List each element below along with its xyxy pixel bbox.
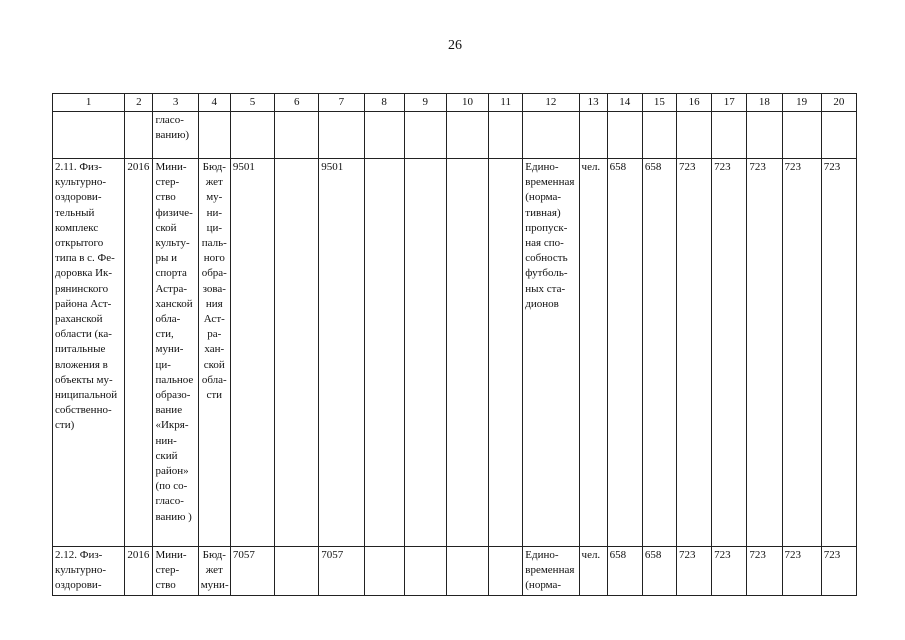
table-cell bbox=[364, 159, 404, 547]
table-cell: Едино- временная (норма- bbox=[523, 547, 579, 596]
table-cell bbox=[53, 112, 125, 159]
table-cell bbox=[489, 112, 523, 159]
table-cell: 658 bbox=[642, 159, 676, 547]
header-cell: 20 bbox=[821, 94, 856, 112]
header-cell: 3 bbox=[153, 94, 198, 112]
table-cell bbox=[676, 112, 711, 159]
table-cell bbox=[489, 159, 523, 547]
table-cell: 723 bbox=[747, 159, 782, 547]
table-cell: 2016 bbox=[125, 159, 153, 547]
table-cell: гласо- ванию) bbox=[153, 112, 198, 159]
header-cell: 7 bbox=[319, 94, 364, 112]
table-cell bbox=[198, 112, 230, 159]
table-cell: 9501 bbox=[230, 159, 274, 547]
table-cell: 723 bbox=[676, 547, 711, 596]
table-cell bbox=[319, 112, 364, 159]
table-cell: чел. bbox=[579, 159, 607, 547]
table-cell bbox=[821, 112, 856, 159]
table-cell: Бюд- жет му- ни- ци- паль- ного обра- зова- ния Аст- ра- хан- ской обла- сти bbox=[198, 159, 230, 547]
header-cell: 6 bbox=[275, 94, 319, 112]
table-cell: Мини- стер- ство физиче- ской культу- ры и спорта Астра- ханской обла- сти, муни- ци- пальное образо- вание «Икря- нин- ский район» (по со- гласо- ванию ) bbox=[153, 159, 198, 547]
table-cell: Мини- стер- ство bbox=[153, 547, 198, 596]
header-cell: 18 bbox=[747, 94, 782, 112]
table-cell bbox=[446, 159, 488, 547]
table-cell bbox=[523, 112, 579, 159]
header-cell: 12 bbox=[523, 94, 579, 112]
table-cell: 2016 bbox=[125, 547, 153, 596]
table-cell bbox=[747, 112, 782, 159]
table-cell bbox=[642, 112, 676, 159]
table-cell bbox=[275, 547, 319, 596]
header-cell: 10 bbox=[446, 94, 488, 112]
table-cell: 723 bbox=[821, 159, 856, 547]
table-cell: 723 bbox=[676, 159, 711, 547]
table-cell bbox=[404, 159, 446, 547]
table-cell bbox=[404, 112, 446, 159]
table-row-2-12 bbox=[53, 547, 857, 596]
header-cell: 8 bbox=[364, 94, 404, 112]
table-row-2-11 bbox=[53, 159, 857, 547]
table-cell bbox=[607, 112, 642, 159]
header-cell: 5 bbox=[230, 94, 274, 112]
table-cell: Бюд- жет муни- bbox=[198, 547, 230, 596]
header-cell: 13 bbox=[579, 94, 607, 112]
table-cell bbox=[125, 112, 153, 159]
table-cell: 9501 bbox=[319, 159, 364, 547]
table-cell: 2.12. Физ- культурно- оздорови- bbox=[53, 547, 125, 596]
header-cell: 4 bbox=[198, 94, 230, 112]
header-cell: 14 bbox=[607, 94, 642, 112]
table-cell bbox=[446, 547, 488, 596]
table-cell: 7057 bbox=[319, 547, 364, 596]
data-table bbox=[52, 93, 857, 596]
table-cell: 658 bbox=[607, 547, 642, 596]
header-cell: 17 bbox=[712, 94, 747, 112]
header-cell: 19 bbox=[782, 94, 821, 112]
table-row-continuation bbox=[53, 112, 857, 159]
table-cell bbox=[489, 547, 523, 596]
table-cell: 658 bbox=[642, 547, 676, 596]
table-cell bbox=[404, 547, 446, 596]
header-row bbox=[53, 94, 857, 112]
table-cell: 658 bbox=[607, 159, 642, 547]
table-cell: Едино- временная (норма- тивная) пропуск- ная спо- собность футболь- ных ста- дионов bbox=[523, 159, 579, 547]
table-cell bbox=[782, 112, 821, 159]
table-cell: 2.11. Физ- культурно- оздорови- тельный комплекс открытого типа в с. Фе- доровка Ик- рянинского района Аст- раханской области (ка- питальные вложения в объекты му- ниципальной собственно- сти) bbox=[53, 159, 125, 547]
header-cell: 2 bbox=[125, 94, 153, 112]
table-cell bbox=[579, 112, 607, 159]
header-cell: 11 bbox=[489, 94, 523, 112]
table-cell: чел. bbox=[579, 547, 607, 596]
table-cell bbox=[364, 547, 404, 596]
table-cell bbox=[275, 159, 319, 547]
header-cell: 15 bbox=[642, 94, 676, 112]
table-cell bbox=[446, 112, 488, 159]
table-cell: 723 bbox=[712, 159, 747, 547]
page-number: 26 bbox=[448, 38, 462, 53]
table-cell: 7057 bbox=[230, 547, 274, 596]
table-cell: 723 bbox=[782, 547, 821, 596]
table-cell: 723 bbox=[821, 547, 856, 596]
header-cell: 16 bbox=[676, 94, 711, 112]
table-cell bbox=[364, 112, 404, 159]
table-cell bbox=[230, 112, 274, 159]
table-cell: 723 bbox=[747, 547, 782, 596]
table-cell: 723 bbox=[782, 159, 821, 547]
table-cell bbox=[275, 112, 319, 159]
header-cell: 1 bbox=[53, 94, 125, 112]
table-cell bbox=[712, 112, 747, 159]
table-cell: 723 bbox=[712, 547, 747, 596]
header-cell: 9 bbox=[404, 94, 446, 112]
